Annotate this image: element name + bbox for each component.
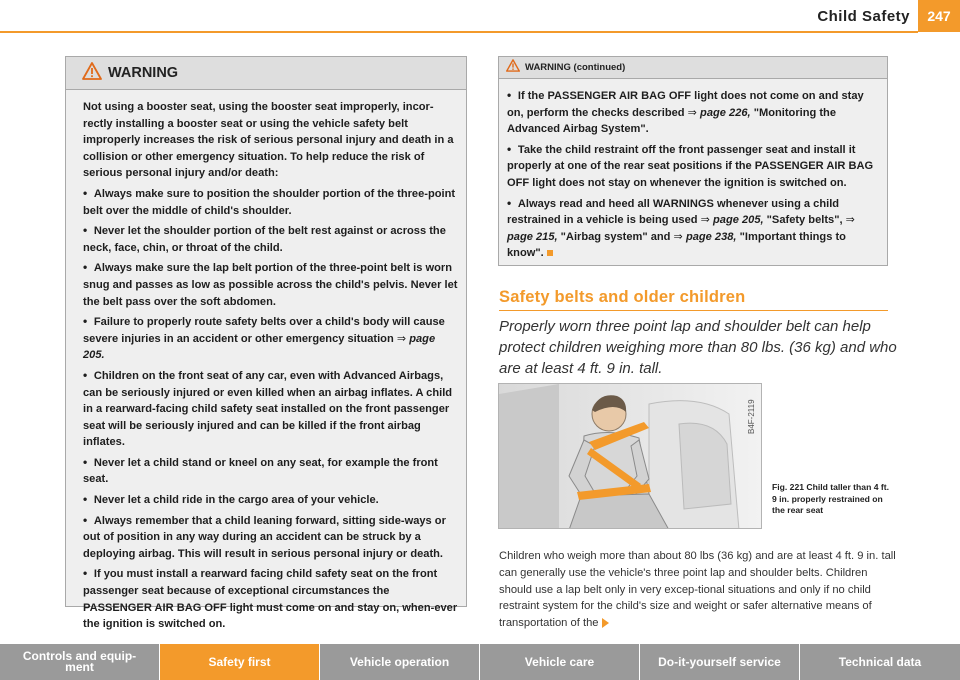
warning-bullet: • If you must install a rearward facing child safety seat on the front passenger seat because of exceptional circumstances the PASSENGER AIR BAG OFF light must come on and stay on, when-ever the ignition is switched on. — [83, 566, 458, 631]
warning-continued-box — [498, 56, 888, 266]
warning-box — [65, 56, 467, 631]
warning-title: WARNING — [108, 65, 179, 81]
section-lead: Properly worn three point lap and shoulder belt can help protect children weighing more than 80 lbs. (36 kg) and who are at least 4 ft. 9 in. tall. — [499, 318, 897, 377]
nav-tab-controls[interactable]: Controls and equip- ment — [0, 644, 160, 680]
nav-tab-vehicle-care[interactable]: Vehicle care — [480, 644, 640, 680]
svg-text:B4F-2119: B4F-2119 — [747, 399, 756, 434]
page-number-badge — [918, 0, 960, 32]
nav-tab-diy-service[interactable]: Do-it-yourself service — [640, 644, 800, 680]
section-end-icon — [547, 250, 553, 256]
warning-bullet: • Always read and heed all WARNINGS whenever using a child restrained in a vehicle is being used ⇒ page 205, "Safety belts", ⇒ page 215, "Airbag system" and ⇒ page 238, "Important things to know". — [507, 195, 855, 260]
warning-continued-body — [499, 79, 887, 262]
warning-triangle-icon — [82, 62, 102, 85]
warning-bullet: • Never let a child stand or kneel on any seat, for example the front seat. — [83, 454, 438, 486]
footer-nav — [0, 644, 960, 680]
page-reference-link[interactable]: page 205, — [713, 214, 764, 227]
child-in-seat-illustration — [499, 384, 762, 529]
warning-continued-title: WARNING (continued) — [525, 62, 626, 73]
nav-tab-vehicle-operation[interactable]: Vehicle operation — [320, 644, 480, 680]
warning-bullet: • Always remember that a child leaning forward, sitting side-ways or out of position in any way during an accident can be struck by a deploying airbag. This will result in serious personal injury or death. — [83, 512, 446, 560]
warning-bullet: • Children on the front seat of any car, even with Advanced Airbags, can be seriously injured or even killed when an airbag inflates. A child in a rearward-facing child safety seat installed on the front passenger seat will be seriously injured and can be killed if the front airbag inflates. — [83, 367, 453, 449]
warning-continued-header — [499, 57, 887, 79]
nav-tab-safety-first[interactable]: Safety first — [160, 644, 320, 680]
warning-header — [66, 57, 466, 90]
warning-body — [66, 90, 466, 633]
section-heading: Safety belts and older children — [499, 288, 888, 311]
warning-bullet: • Always make sure the lap belt portion of the three-point belt is worn snug and passes as low as possible across the child's pelvis. Never let the belt pass over the soft abdomen. — [83, 260, 458, 308]
nav-tab-technical-data[interactable]: Technical data — [800, 644, 960, 680]
warning-bullet: • Never let the shoulder portion of the belt rest against or across the neck, face, chin, or throat of the child. — [83, 223, 446, 254]
warning-triangle-icon — [506, 59, 520, 77]
page-number: 247 — [927, 8, 951, 24]
warning-bullet: • Always make sure to position the shoulder portion of the three-point belt over the middle of child's shoulder. — [83, 185, 456, 217]
warning-bullet: • Never let a child ride in the cargo area of your vehicle. — [83, 492, 379, 507]
body-paragraph: Children who weigh more than about 80 lbs (36 kg) and are at least 4 ft. 9 in. tall can generally use the vehicle's three point lap and shoulder belts. Children should use a lap belt only in very excep-tional situations and only if no child restraint system for the child's size and weight or safer alternative means of transportation of the — [499, 550, 896, 630]
page-reference-link[interactable]: page 205. — [83, 332, 436, 362]
figure-code — [743, 386, 759, 436]
figure-image — [498, 383, 762, 529]
warning-intro: Not using a booster seat, using the booster seat improperly, incor-rectly installing a booster seat or using the vehicle safety belt improperly increases the risk of serious personal injury and death in a collision or other emergency situation. To help reduce the risk of serious personal injury and/or death: — [83, 101, 454, 180]
header-rule — [0, 31, 918, 33]
page-reference-link[interactable]: page 226, — [700, 106, 751, 119]
page-reference-link[interactable]: page 238, — [685, 230, 737, 243]
figure-caption: Fig. 221 Child taller than 4 ft. 9 in. properly restrained on the rear seat — [772, 482, 889, 515]
continue-arrow-icon — [602, 618, 609, 628]
warning-bullet: • Take the child restraint off the front passenger seat and install it properly at one of the rear seat positions if the PASSENGER AIR BAG OFF light does not stay on whenever the ignition is switched on. — [507, 141, 874, 189]
warning-bullet: • Failure to properly route safety belts over a child's body will cause severe injuries in an accident or other emergency situation ⇒ page 205. — [83, 314, 445, 362]
page-title: Child Safety — [817, 8, 910, 25]
warning-bullet: • If the PASSENGER AIR BAG OFF light does not come on and stay on, perform the checks described ⇒ page 226, "Monitoring the Advanced Airbag System". — [507, 88, 864, 136]
page-reference-link[interactable]: page 215, — [507, 230, 558, 243]
